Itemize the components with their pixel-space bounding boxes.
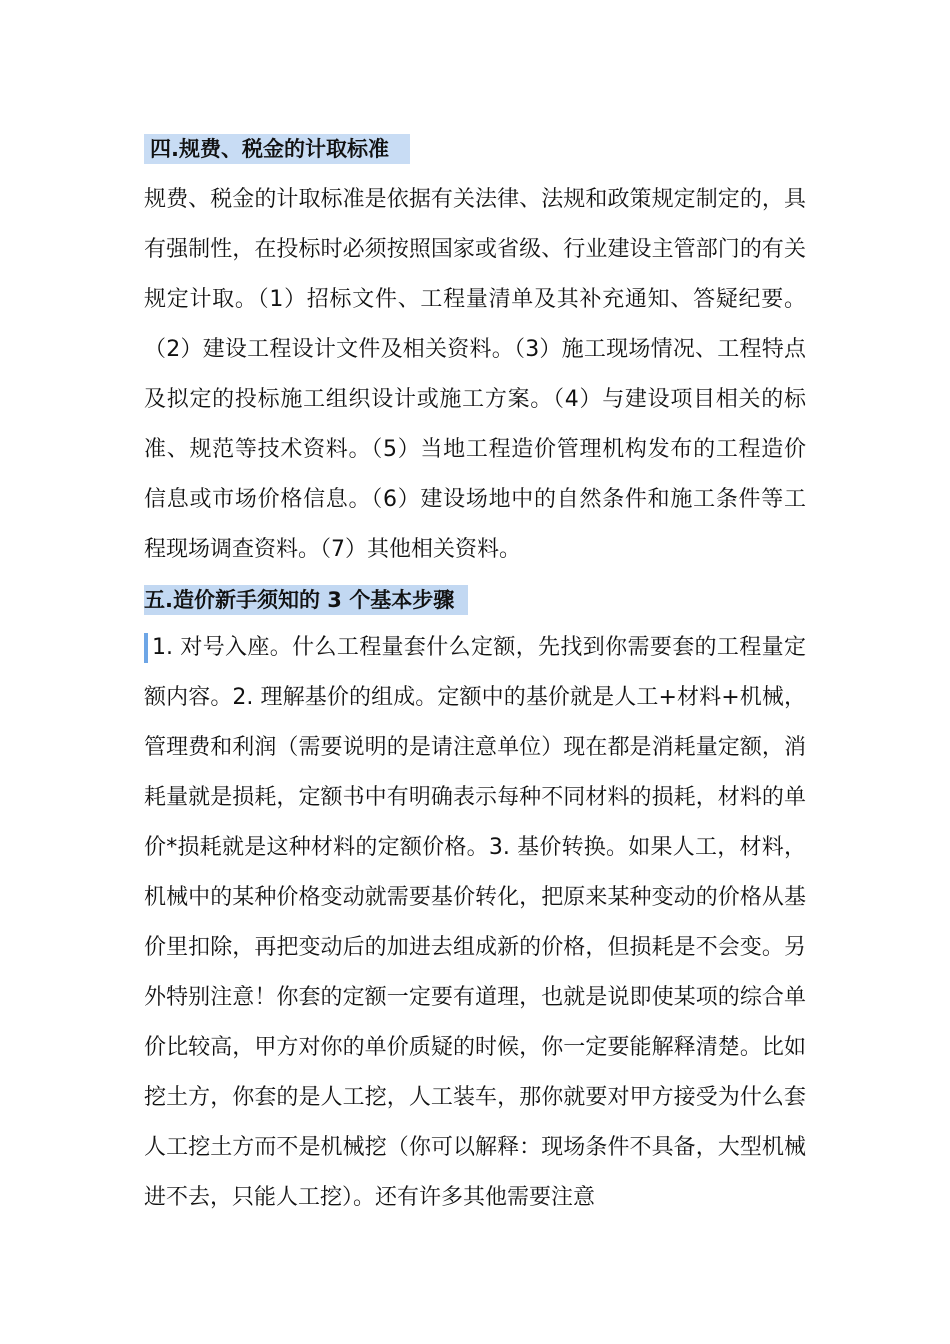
section-5-heading: 五.造价新手须知的 3 个基本步骤 bbox=[144, 585, 468, 615]
section-5-body bbox=[144, 623, 806, 1223]
section-5-body-text: 1. 对号入座。什么工程量套什么定额，先找到你需要套的工程量定额内容。2. 理解基价的组成。定额中的基价就是人工+材料+机械，管理费和利润（需要说明的是请注意单位）现在都是消耗量定额，消耗量就是损耗，定额书中有明确表示每种不同材料的损耗，材料的单价*损耗就是这种材料的定额价格。3. 基价转换。如果人工，材料，机械中的某种价格变动就需要基价转化，把原来某种变动的价格从基价里扣除，再把变动后的加进去组成新的价格，但损耗是不会变。另外特别注意！你套的定额一定要有道理，也就是说即使某项的综合单价比较高，甲方对你的单价质疑的时候，你一定要能解释清楚。比如挖土方，你套的是人工挖，人工装车，那你就要对甲方接受为什么套人工挖土方而不是机械挖（你可以解释：现场条件不具备，大型机械进不去，只能人工挖）。还有许多其他需要注意 bbox=[144, 635, 806, 1210]
section-4-heading: 四.规费、税金的计取标准 bbox=[144, 134, 410, 164]
section-4-body: 规费、税金的计取标准是依据有关法律、法规和政策规定制定的，具有强制性，在投标时必须按照国家或省级、行业建设主管部门的有关规定计取。（1）招标文件、工程量清单及其补充通知、答疑纪要。（2）建设工程设计文件及相关资料。（3）施工现场情况、工程特点及拟定的投标施工组织设计或施工方案。（4）与建设项目相关的标准、规范等技术资料。（5）当地工程造价管理机构发布的工程造价信息或市场价格信息。（6）建设场地中的自然条件和施工条件等工程现场调查资料。（7）其他相关资料。 bbox=[144, 187, 806, 562]
